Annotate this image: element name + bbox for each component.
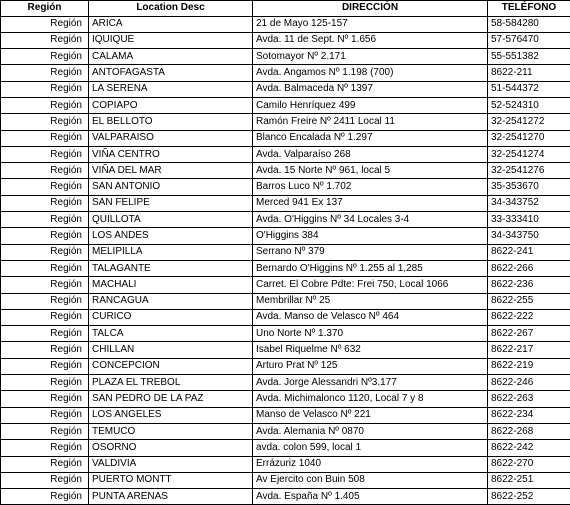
phone-cell: 8622-266 <box>488 260 570 276</box>
table-row <box>1 146 570 162</box>
phone-cell: 34-343750 <box>488 228 570 244</box>
table-row <box>1 391 570 407</box>
address-cell: Carret. El Cobre Pdte: Frei 750, Local 1066 <box>253 277 488 293</box>
phone-cell: 8622-268 <box>488 423 570 439</box>
table-row <box>1 81 570 97</box>
table-row <box>1 326 570 342</box>
table-row <box>1 114 570 130</box>
region-cell: Región <box>1 81 89 97</box>
location-cell: PUERTO MONTT <box>89 472 253 488</box>
address-cell: Membrillar Nº 25 <box>253 293 488 309</box>
header-region: Región <box>1 1 89 17</box>
address-cell: 21 de Mayo 125-157 <box>253 16 488 32</box>
location-cell: TALAGANTE <box>89 260 253 276</box>
table-row <box>1 489 570 505</box>
region-cell: Región <box>1 260 89 276</box>
phone-cell: 34-343752 <box>488 195 570 211</box>
address-cell: Camilo Henríquez 499 <box>253 97 488 113</box>
table-row <box>1 375 570 391</box>
table-row <box>1 309 570 325</box>
region-cell: Región <box>1 195 89 211</box>
location-cell: LOS ANDES <box>89 228 253 244</box>
phone-cell: 8622-252 <box>488 489 570 505</box>
phone-cell: 8622-270 <box>488 456 570 472</box>
table-row <box>1 65 570 81</box>
region-cell: Región <box>1 326 89 342</box>
address-cell: Av Ejercito con Buin 508 <box>253 472 488 488</box>
region-cell: Región <box>1 244 89 260</box>
location-cell: PUNTA ARENAS <box>89 489 253 505</box>
address-cell: Avda. O'Higgins Nº 34 Locales 3-4 <box>253 212 488 228</box>
phone-cell: 8622-267 <box>488 326 570 342</box>
phone-cell: 52-524310 <box>488 97 570 113</box>
location-cell: SAN ANTONIO <box>89 179 253 195</box>
table-row <box>1 195 570 211</box>
phone-cell: 8622-242 <box>488 440 570 456</box>
header-direccion: DIRECCIÓN <box>253 1 488 17</box>
location-cell: SAN PEDRO DE LA PAZ <box>89 391 253 407</box>
table-row <box>1 244 570 260</box>
table-row <box>1 97 570 113</box>
phone-cell: 33-333410 <box>488 212 570 228</box>
table-row <box>1 456 570 472</box>
phone-cell: 32-2541272 <box>488 114 570 130</box>
table-row <box>1 358 570 374</box>
address-cell: Uno Norte Nº 1.370 <box>253 326 488 342</box>
header-row <box>1 1 570 17</box>
region-cell: Región <box>1 146 89 162</box>
phone-cell: 8622-222 <box>488 309 570 325</box>
table-row <box>1 423 570 439</box>
phone-cell: 8622-211 <box>488 65 570 81</box>
region-cell: Región <box>1 489 89 505</box>
phone-cell: 8622-219 <box>488 358 570 374</box>
table-row <box>1 163 570 179</box>
region-cell: Región <box>1 293 89 309</box>
phone-cell: 58-584280 <box>488 16 570 32</box>
phone-cell: 8622-217 <box>488 342 570 358</box>
region-cell: Región <box>1 423 89 439</box>
region-cell: Región <box>1 472 89 488</box>
location-cell: ANTOFAGASTA <box>89 65 253 81</box>
region-cell: Región <box>1 130 89 146</box>
address-cell: Avda. Manso de Velasco Nº 464 <box>253 309 488 325</box>
address-cell: Avda. Alemania Nº 0870 <box>253 423 488 439</box>
table-row <box>1 130 570 146</box>
header-location-desc: Location Desc <box>89 1 253 17</box>
address-cell: Avda. España Nº 1.405 <box>253 489 488 505</box>
location-cell: RANCAGUA <box>89 293 253 309</box>
phone-cell: 35-353670 <box>488 179 570 195</box>
table-row <box>1 179 570 195</box>
table-row <box>1 407 570 423</box>
location-cell: MACHALI <box>89 277 253 293</box>
location-cell: PLAZA EL TREBOL <box>89 375 253 391</box>
region-cell: Región <box>1 342 89 358</box>
region-cell: Región <box>1 16 89 32</box>
region-cell: Región <box>1 97 89 113</box>
table-row <box>1 212 570 228</box>
location-cell: LA SERENA <box>89 81 253 97</box>
address-cell: Avda. 15 Norte Nº 961, local 5 <box>253 163 488 179</box>
phone-cell: 8622-241 <box>488 244 570 260</box>
region-cell: Región <box>1 32 89 48</box>
address-cell: Sotomayor Nº 2.171 <box>253 49 488 65</box>
address-cell: Avda. Michimalonco 1120, Local 7 y 8 <box>253 391 488 407</box>
location-cell: QUILLOTA <box>89 212 253 228</box>
region-cell: Región <box>1 391 89 407</box>
region-cell: Región <box>1 358 89 374</box>
region-cell: Región <box>1 456 89 472</box>
table-header <box>1 1 570 17</box>
phone-cell: 8622-236 <box>488 277 570 293</box>
address-cell: Manso de Velasco Nº 221 <box>253 407 488 423</box>
address-cell: avda. colon 599, local 1 <box>253 440 488 456</box>
table-row <box>1 49 570 65</box>
location-cell: VALPARAISO <box>89 130 253 146</box>
phone-cell: 8622-263 <box>488 391 570 407</box>
location-cell: CURICO <box>89 309 253 325</box>
table-body <box>1 16 570 505</box>
region-cell: Región <box>1 277 89 293</box>
phone-cell: 8622-251 <box>488 472 570 488</box>
address-cell: Avda. Angamos Nº 1.198 (700) <box>253 65 488 81</box>
location-cell: MELIPILLA <box>89 244 253 260</box>
phone-cell: 8622-234 <box>488 407 570 423</box>
location-cell: SAN FELIPE <box>89 195 253 211</box>
table-row <box>1 293 570 309</box>
location-cell: COPIAPO <box>89 97 253 113</box>
address-cell: Barros Luco Nº 1.702 <box>253 179 488 195</box>
location-cell: VIÑA DEL MAR <box>89 163 253 179</box>
region-cell: Región <box>1 65 89 81</box>
table-row <box>1 16 570 32</box>
header-telefono: TELÉFONO <box>488 1 570 17</box>
address-cell: Avda. Jorge Alessandri Nº3.177 <box>253 375 488 391</box>
phone-cell: 32-2541270 <box>488 130 570 146</box>
location-cell: TALCA <box>89 326 253 342</box>
phone-cell: 32-2541274 <box>488 146 570 162</box>
location-cell: TEMUCO <box>89 423 253 439</box>
address-cell: Avda. Valparaíso 268 <box>253 146 488 162</box>
table-row <box>1 260 570 276</box>
region-cell: Región <box>1 179 89 195</box>
table-row <box>1 342 570 358</box>
address-cell: Serrano Nº 379 <box>253 244 488 260</box>
location-cell: EL BELLOTO <box>89 114 253 130</box>
address-cell: Arturo Prat Nº 125 <box>253 358 488 374</box>
region-cell: Región <box>1 440 89 456</box>
phone-cell: 8622-255 <box>488 293 570 309</box>
address-cell: Ramón Freire Nº 2411 Local 11 <box>253 114 488 130</box>
region-cell: Región <box>1 309 89 325</box>
location-cell: VIÑA CENTRO <box>89 146 253 162</box>
location-cell: OSORNO <box>89 440 253 456</box>
region-cell: Región <box>1 212 89 228</box>
region-cell: Región <box>1 114 89 130</box>
table-row <box>1 228 570 244</box>
phone-cell: 51-544372 <box>488 81 570 97</box>
table-row <box>1 472 570 488</box>
table-row <box>1 277 570 293</box>
region-cell: Región <box>1 375 89 391</box>
region-cell: Región <box>1 228 89 244</box>
table-row <box>1 32 570 48</box>
location-cell: ARICA <box>89 16 253 32</box>
address-cell: Blanco Encalada Nº 1.297 <box>253 130 488 146</box>
location-cell: LOS ANGELES <box>89 407 253 423</box>
phone-cell: 57-576470 <box>488 32 570 48</box>
region-cell: Región <box>1 49 89 65</box>
address-cell: O'Higgins 384 <box>253 228 488 244</box>
phone-cell: 8622-246 <box>488 375 570 391</box>
address-cell: Isabel Riquelme Nº 632 <box>253 342 488 358</box>
location-cell: IQUIQUE <box>89 32 253 48</box>
address-cell: Avda. Balmaceda Nº 1397 <box>253 81 488 97</box>
table-row <box>1 440 570 456</box>
location-cell: VALDIVIA <box>89 456 253 472</box>
region-cell: Región <box>1 407 89 423</box>
phone-cell: 55-551382 <box>488 49 570 65</box>
location-cell: CALAMA <box>89 49 253 65</box>
phone-cell: 32-2541276 <box>488 163 570 179</box>
location-cell: CHILLAN <box>89 342 253 358</box>
address-cell: Merced 941 Ex 137 <box>253 195 488 211</box>
address-cell: Bernardo O'Higgins Nº 1.255 al 1,285 <box>253 260 488 276</box>
location-cell: CONCEPCION <box>89 358 253 374</box>
address-cell: Avda. 11 de Sept. Nº 1.656 <box>253 32 488 48</box>
region-cell: Región <box>1 163 89 179</box>
address-cell: Errázuriz 1040 <box>253 456 488 472</box>
